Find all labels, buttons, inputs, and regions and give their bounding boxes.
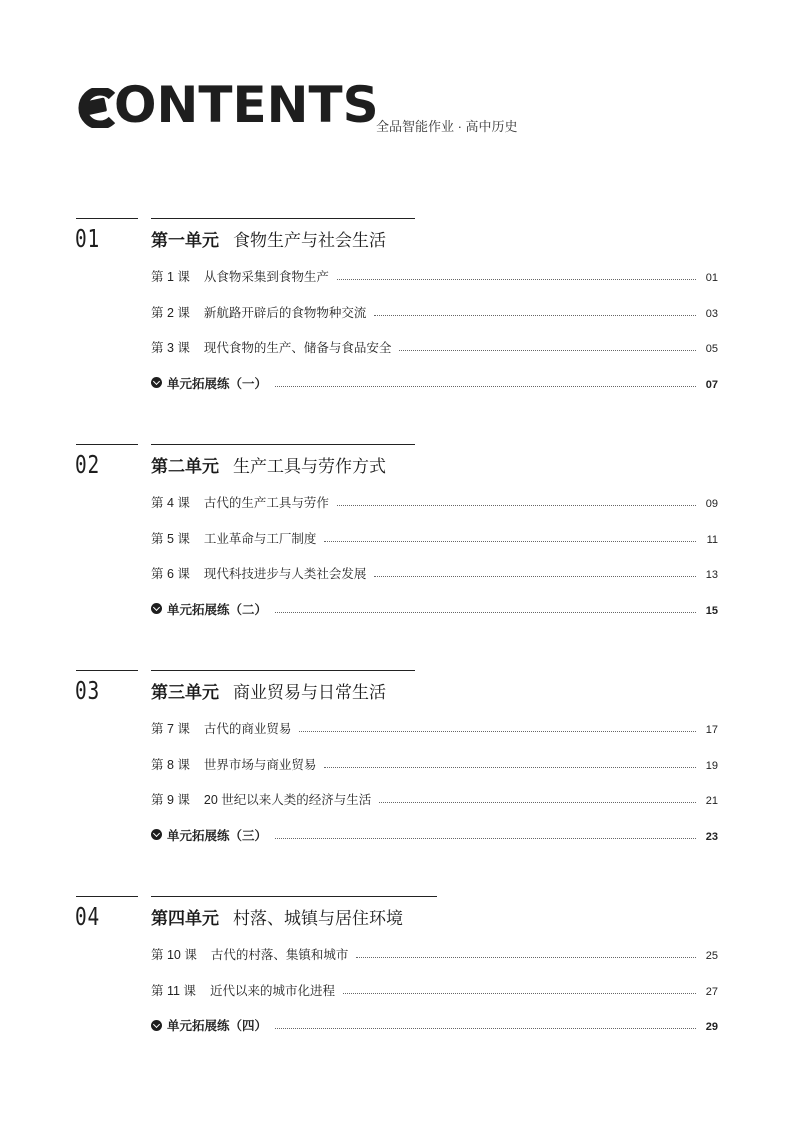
page-number: 15	[705, 604, 718, 617]
unit-label: 第二单元	[151, 457, 219, 476]
unit-number-rule	[76, 896, 138, 897]
contents-title: ONTENTS	[114, 76, 379, 134]
page-number: 17	[705, 724, 718, 736]
lesson-entry[interactable]	[151, 945, 718, 963]
unit-title	[151, 904, 403, 929]
contents-logo-icon	[76, 88, 118, 128]
unit-title	[151, 226, 386, 251]
page-number: 01	[705, 272, 718, 284]
dot-leader	[275, 1027, 696, 1029]
page-number: 11	[706, 533, 718, 546]
lesson-entry[interactable]	[151, 719, 718, 737]
page-number: 21	[705, 795, 718, 807]
lesson-entry[interactable]	[151, 981, 718, 999]
lesson-title: 新航路开辟后的食物物种交流	[203, 305, 367, 320]
lesson-number: 第 9 课	[151, 793, 190, 807]
lesson-title: 近代以来的城市化进程	[209, 983, 335, 998]
lesson-number: 第 7 课	[151, 722, 190, 736]
lesson-entry[interactable]	[151, 493, 718, 511]
unit-extension-entry[interactable]	[151, 1016, 718, 1034]
dot-leader	[337, 504, 696, 506]
dot-leader	[343, 992, 696, 994]
unit-label: 第四单元	[151, 909, 219, 928]
lesson-title: 古代的生产工具与劳作	[203, 496, 329, 510]
lesson-number: 第 11 课	[151, 983, 196, 998]
unit-number-rule	[76, 444, 138, 445]
unit-name: 食物生产与社会生活	[233, 231, 386, 250]
dot-leader	[275, 837, 696, 839]
lesson-title: 现代科技进步与人类社会发展	[203, 567, 367, 581]
unit-name: 生产工具与劳作方式	[233, 457, 386, 476]
lesson-entry[interactable]	[151, 529, 718, 547]
unit-number: 03	[75, 676, 101, 705]
unit-extension-entry[interactable]	[151, 600, 718, 618]
dot-leader	[324, 540, 696, 542]
page-number: 09	[705, 498, 718, 510]
lesson-number: 第 2 课	[151, 305, 190, 320]
unit-label: 第一单元	[151, 231, 219, 250]
unit-title-rule	[151, 444, 415, 445]
dot-leader	[374, 314, 696, 316]
dot-leader	[275, 611, 696, 613]
lesson-number: 第 5 课	[151, 531, 190, 546]
unit-label: 第三单元	[151, 683, 219, 702]
dot-leader	[275, 385, 696, 387]
unit-number: 01	[75, 224, 101, 253]
page-number: 07	[705, 378, 718, 391]
dot-leader	[299, 730, 696, 732]
lesson-number: 第 3 课	[151, 341, 190, 355]
lesson-number: 第 6 课	[151, 567, 190, 581]
lesson-title: 世界市场与商业贸易	[203, 757, 317, 772]
page-number: 23	[705, 830, 718, 843]
lesson-entry[interactable]	[151, 564, 718, 582]
unit-title-rule	[151, 218, 415, 219]
lesson-number: 第 1 课	[151, 270, 190, 284]
unit-title-rule	[151, 896, 437, 897]
page-number: 03	[705, 307, 718, 320]
lesson-title: 20 世纪以来人类的经济与生活	[203, 793, 372, 807]
dot-leader	[337, 278, 696, 280]
extension-title: 单元拓展练（一）	[167, 376, 268, 391]
lesson-title: 工业革命与工厂制度	[203, 531, 317, 546]
unit-number: 04	[75, 902, 101, 931]
dot-leader	[356, 956, 696, 958]
page-number: 19	[705, 759, 718, 772]
dot-leader	[379, 801, 696, 803]
lesson-title: 古代的村落、集镇和城市	[210, 948, 349, 962]
lesson-title: 从食物采集到食物生产	[203, 270, 329, 284]
chevron-down-circle-icon	[151, 603, 162, 614]
lesson-number: 第 4 课	[151, 496, 190, 510]
unit-number-rule	[76, 670, 138, 671]
dot-leader	[399, 349, 696, 351]
lesson-entry[interactable]	[151, 790, 718, 808]
lesson-number: 第 10 课	[151, 948, 197, 962]
unit-number-rule	[76, 218, 138, 219]
lesson-title: 古代的商业贸易	[203, 722, 292, 736]
book-subtitle: 全品智能作业 · 高中历史	[376, 119, 518, 134]
chevron-down-circle-icon	[151, 377, 162, 388]
unit-name: 村落、城镇与居住环境	[233, 909, 403, 928]
page-number: 05	[705, 343, 718, 355]
page-number: 29	[705, 1021, 718, 1033]
unit-title	[151, 678, 386, 703]
unit-title	[151, 452, 386, 477]
extension-title: 单元拓展练（四）	[167, 1019, 268, 1033]
lesson-number: 第 8 课	[151, 757, 190, 772]
lesson-title: 现代食物的生产、储备与食品安全	[203, 341, 392, 355]
unit-number: 02	[75, 450, 101, 479]
unit-extension-entry[interactable]	[151, 374, 718, 392]
lesson-entry[interactable]	[151, 267, 718, 285]
chevron-down-circle-icon	[151, 1020, 162, 1031]
lesson-entry[interactable]	[151, 755, 718, 773]
contents-header	[76, 76, 676, 134]
dot-leader	[324, 766, 696, 768]
unit-title-rule	[151, 670, 415, 671]
lesson-entry[interactable]	[151, 303, 718, 321]
page-number: 25	[705, 950, 718, 962]
dot-leader	[374, 575, 696, 577]
unit-name: 商业贸易与日常生活	[233, 683, 386, 702]
extension-title: 单元拓展练（三）	[167, 828, 268, 843]
chevron-down-circle-icon	[151, 829, 162, 840]
lesson-entry[interactable]	[151, 338, 718, 356]
page-number: 27	[705, 985, 718, 998]
extension-title: 单元拓展练（二）	[167, 602, 268, 617]
page-number: 13	[705, 569, 718, 581]
unit-extension-entry[interactable]	[151, 826, 718, 844]
